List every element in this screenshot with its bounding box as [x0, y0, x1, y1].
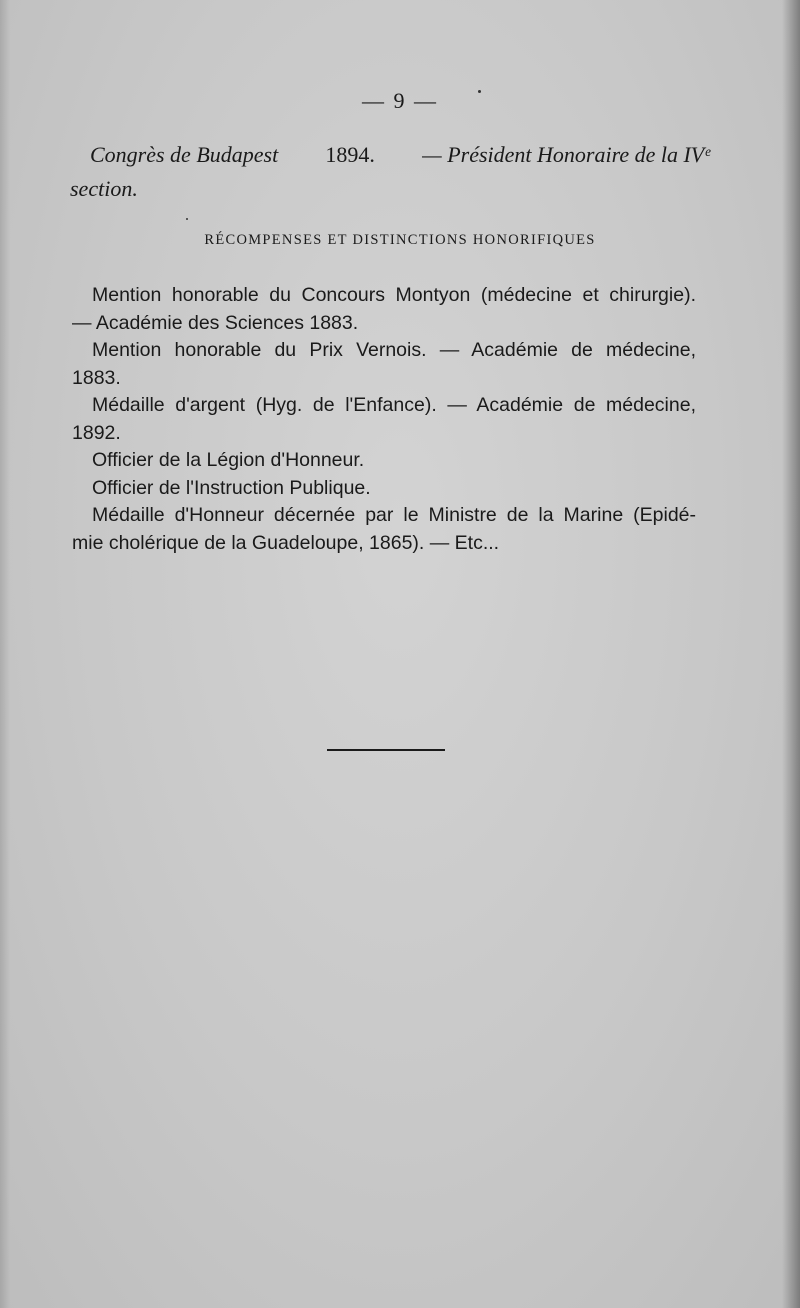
award-entry-continuation: — Académie des Sciences 1883.	[72, 311, 359, 334]
award-entry-text: Officier de la Légion d'Honneur.	[92, 449, 365, 471]
award-entry	[72, 337, 696, 392]
page-left-edge-shadow	[0, 0, 10, 1308]
award-entry	[72, 282, 696, 337]
awards-list	[72, 282, 696, 557]
award-entry-text: Médaille d'Honneur décernée par le Ministre de la Marine (Epidé-	[92, 504, 696, 526]
ink-speck	[186, 218, 188, 220]
award-entry-text: Mention honorable du Concours Montyon (médecine et chirurgie).	[92, 284, 696, 306]
award-entry-continuation: 1892.	[72, 421, 121, 444]
congress-name: Congrès de Budapest	[90, 142, 279, 167]
congress-note	[70, 138, 710, 206]
closing-rule	[327, 749, 445, 751]
award-entry	[72, 447, 696, 475]
award-entry	[72, 475, 696, 503]
congress-role: — Président Honoraire de la IVᵉ	[422, 142, 710, 167]
congress-note-line-1	[70, 138, 710, 172]
award-entry-text: Médaille d'argent (Hyg. de l'Enfance). — Académie de médecine,	[92, 394, 696, 416]
award-entry-continuation: 1883.	[72, 366, 121, 389]
page-number: — 9 —	[362, 88, 438, 113]
congress-year: 1894.	[325, 142, 375, 167]
award-entry-text: Mention honorable du Prix Vernois. — Académie de médecine,	[92, 339, 696, 361]
award-entry-continuation: mie cholérique de la Guadeloupe, 1865). — Etc...	[72, 531, 500, 554]
page-right-edge-shadow	[782, 0, 800, 1308]
congress-note-line-2: section.	[70, 176, 138, 201]
award-entry	[72, 502, 696, 557]
award-entry-text: Officier de l'Instruction Publique.	[92, 476, 371, 499]
section-heading: RÉCOMPENSES ET DISTINCTIONS HONORIFIQUES	[204, 232, 596, 248]
award-entry	[72, 392, 696, 447]
